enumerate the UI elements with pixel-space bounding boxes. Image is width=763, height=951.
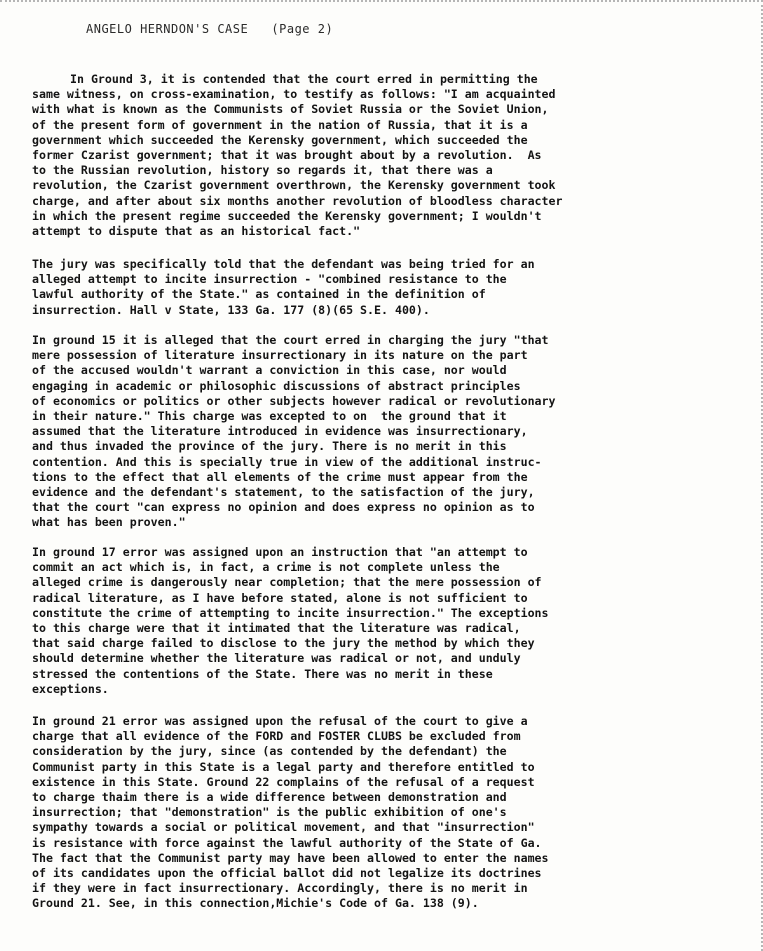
- paragraph-ground-3: [32, 72, 732, 239]
- text-line: existence in this State. Ground 22 complains of the refusal of a request: [32, 774, 535, 789]
- text-line: Ground 21. See, in this connection,Michie's Code of Ga. 138 (9).: [32, 896, 479, 911]
- text-line: evidence and the defendant's statement, to the satisfaction of the jury,: [32, 485, 535, 500]
- paragraph-ground-21: [32, 714, 732, 912]
- text-line: revolution, the Czarist government overthrown, the Kerensky government took: [32, 178, 556, 193]
- text-line: to charge thaim there is a wide difference between demonstration and: [32, 790, 507, 805]
- text-line: with what is known as the Communists of Soviet Russia or the Soviet Union,: [32, 102, 549, 117]
- text-line: commit an act which is, in fact, a crime is not complete unless the: [32, 560, 500, 575]
- text-line: that the court "can express no opinion and does express no opinion as to: [32, 500, 535, 515]
- text-line: Communist party in this State is a legal party and therefore entitled to: [32, 759, 535, 774]
- text-line: former Czarist government; that it was brought about by a revolution. As: [32, 148, 542, 163]
- text-line: In ground 21 error was assigned upon the refusal of the court to give a: [32, 714, 528, 728]
- text-line: if they were in fact insurrectionary. Accordingly, there is no merit in: [32, 881, 528, 896]
- page-header: ANGELO HERNDON'S CASE (Page 2): [86, 22, 334, 36]
- text-line: In ground 17 error was assigned upon an instruction that "an attempt to: [32, 545, 528, 559]
- text-line: in their nature." This charge was excepted to on the ground that it: [32, 409, 507, 424]
- text-line: charge, and after about six months another revolution of bloodless character: [32, 193, 563, 208]
- paragraph-ground-15: [32, 333, 732, 531]
- text-line: contention. And this is specially true in view of the additional instruc-: [32, 454, 542, 469]
- text-line: engaging in academic or philosophic discussions of abstract principles: [32, 378, 521, 393]
- text-line: consideration by the jury, since (as contended by the defendant) the: [32, 744, 507, 759]
- text-line: radical literature, as I have before stated, alone is not sufficient to: [32, 590, 528, 605]
- text-line: charge that all evidence of the FORD and FOSTER CLUBS be excluded from: [32, 729, 521, 744]
- text-line: of the present form of government in the nation of Russia, that it is a: [32, 117, 528, 132]
- text-line: alleged crime is dangerously near completion; that the mere possession of: [32, 575, 542, 590]
- text-line: of its candidates upon the official ballot did not legalize its doctrines: [32, 866, 542, 881]
- text-line: assumed that the literature introduced in evidence was insurrectionary,: [32, 424, 528, 439]
- paragraph-ground-17: [32, 545, 732, 697]
- text-line: insurrection. Hall v State, 133 Ga. 177 (8)(65 S.E. 400).: [32, 302, 430, 317]
- text-line: to the Russian revolution, history so regards it, that there was a: [32, 163, 493, 178]
- text-line: constitute the crime of attempting to incite insurrection." The exceptions: [32, 605, 549, 620]
- text-line: The jury was specifically told that the defendant was being tried for an: [32, 257, 535, 271]
- text-line: In ground 15 it is alleged that the court erred in charging the jury "that: [32, 333, 549, 347]
- text-line: government which succeeded the Kerensky government, which succeeded the: [32, 132, 528, 147]
- text-line: mere possession of literature insurrectionary in its nature on the part: [32, 348, 528, 363]
- text-line: of economics or politics or other subjects however radical or revolutionary: [32, 393, 556, 408]
- text-line: alleged attempt to incite insurrection - "combined resistance to the: [32, 272, 507, 287]
- text-line: that said charge failed to disclose to the jury the method by which they: [32, 636, 535, 651]
- text-line: to this charge were that it intimated that the literature was radical,: [32, 621, 521, 636]
- text-line: In Ground 3, it is contended that the court erred in permitting the: [70, 72, 538, 86]
- text-line: same witness, on cross-examination, to testify as follows: "I am acquainted: [32, 87, 556, 102]
- text-line: and thus invaded the province of the jury. There is no merit in this: [32, 439, 507, 454]
- text-line: insurrection; that "demonstration" is the public exhibition of one's: [32, 805, 507, 820]
- text-line: what has been proven.": [32, 515, 186, 530]
- text-line: lawful authority of the State." as contained in the definition of: [32, 287, 486, 302]
- text-line: tions to the effect that all elements of the crime must appear from the: [32, 469, 528, 484]
- text-line: in which the present regime succeeded the Kerensky government; I wouldn't: [32, 208, 542, 223]
- text-line: sympathy towards a social or political movement, and that "insurrection": [32, 820, 535, 835]
- text-line: should determine whether the literature was radical or not, and unduly: [32, 651, 521, 666]
- paragraph-jury-told: [32, 257, 732, 318]
- text-line: of the accused wouldn't warrant a conviction in this case, nor would: [32, 363, 507, 378]
- text-line: exceptions.: [32, 681, 109, 696]
- text-line: The fact that the Communist party may have been allowed to enter the names: [32, 850, 549, 865]
- text-line: is resistance with force against the lawful authority of the State of Ga.: [32, 835, 542, 850]
- text-line: stressed the contentions of the State. There was no merit in these: [32, 666, 493, 681]
- text-line: attempt to dispute that as an historical fact.": [32, 224, 361, 239]
